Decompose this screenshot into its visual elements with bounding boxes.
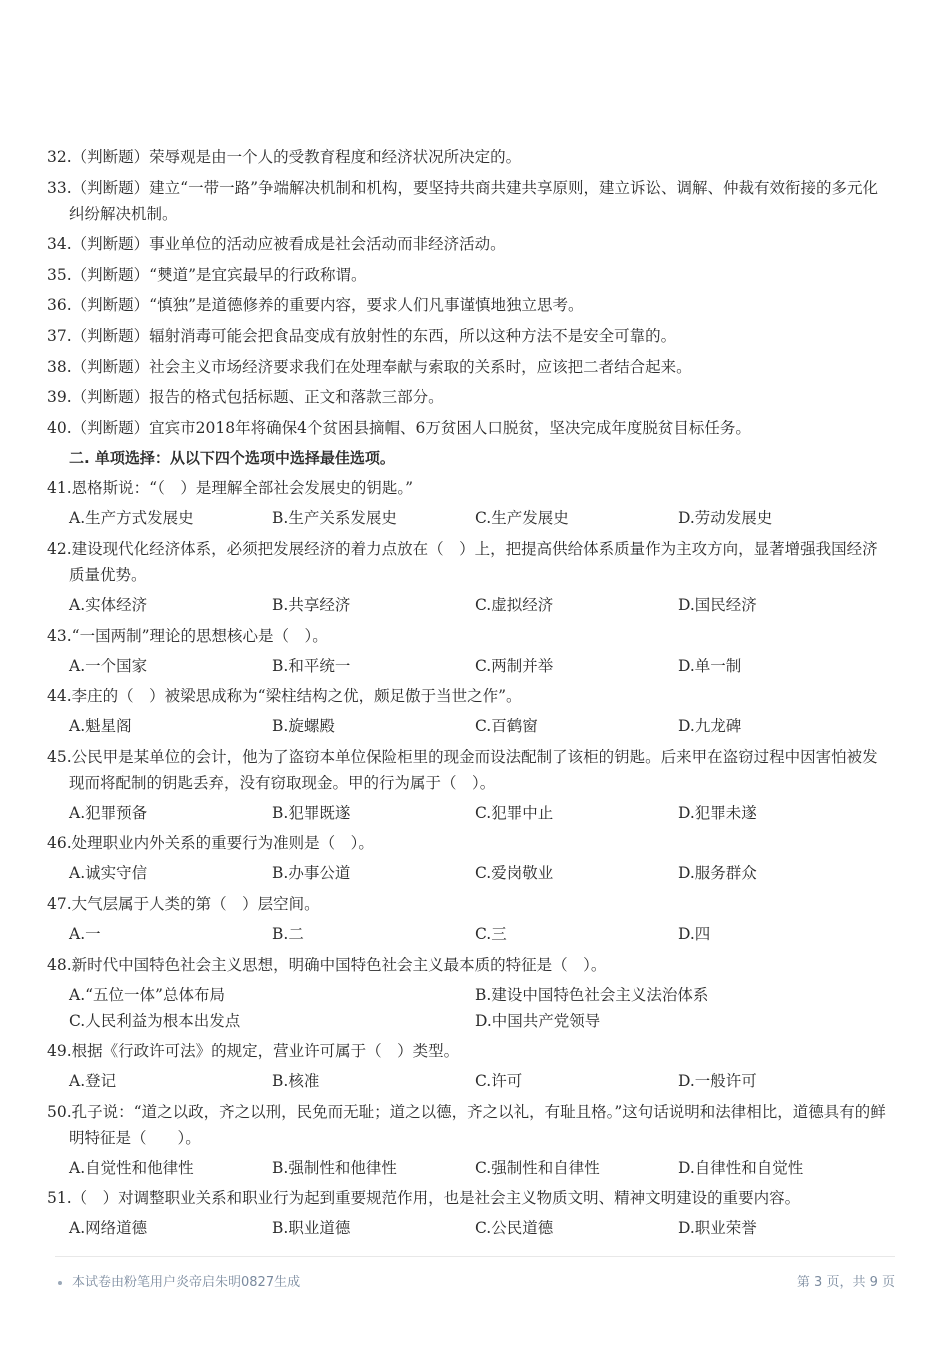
question-text: （判断题）事业单位的活动应被看成是社会活动而非经济活动。 [71, 235, 506, 254]
question-46 [47, 830, 887, 886]
question-text: （判断题）“僰道”是宜宾最早的行政称谓。 [71, 265, 367, 284]
options-row [47, 1215, 887, 1241]
options-row [47, 921, 887, 947]
question-text: （判断题）“慎独”是道德修养的重要内容，要求人们凡事谨慎地独立思考。 [71, 296, 584, 315]
option-d: D.九龙碑 [678, 717, 742, 736]
question-number: 43. [47, 626, 72, 645]
question-number: 33. [47, 178, 72, 197]
option-c: C.两制并举 [475, 656, 554, 675]
question-number: 49. [47, 1042, 72, 1061]
option-d: D.服务群众 [678, 864, 757, 883]
bullet-dot-icon [58, 1281, 62, 1285]
question-33 [47, 175, 887, 227]
question-34 [47, 231, 887, 257]
question-number: 34. [47, 235, 72, 254]
question-number: 41. [47, 479, 72, 498]
question-number: 48. [47, 955, 72, 974]
option-c: C.强制性和自律性 [475, 1158, 600, 1177]
question-text: （ ）对调整职业关系和职业行为起到重要规范作用，也是社会主义物质文明、精神文明建设的重要内容。 [71, 1189, 801, 1208]
question-41 [47, 475, 887, 531]
question-51 [47, 1185, 887, 1241]
option-d: D.劳动发展史 [678, 509, 773, 528]
question-number: 46. [47, 834, 72, 853]
question-45 [47, 744, 887, 826]
question-text: 孔子说：“道之以政，齐之以刑，民免而无耻；道之以德，齐之以礼，有耻且格。”这句话说明和法律相比，道德具有的鲜明特征是（ ）。 [69, 1102, 886, 1147]
question-text: （判断题）建立“一带一路”争端解决机制和机构，要坚持共商共建共享原则，建立诉讼、调解、仲裁有效衔接的多元化纠纷解决机制。 [69, 178, 879, 223]
option-d: D.四 [678, 924, 711, 943]
question-number: 38. [47, 357, 72, 376]
option-a: A.自觉性和他律性 [69, 1158, 194, 1177]
option-a: A.生产方式发展史 [69, 509, 194, 528]
question-number: 40. [47, 418, 72, 437]
option-a: A.诚实守信 [69, 864, 148, 883]
question-49 [47, 1038, 887, 1094]
question-38 [47, 354, 887, 380]
question-text: （判断题）辐射消毒可能会把食品变成有放射性的东西，所以这种方法不是安全可靠的。 [71, 326, 677, 345]
option-b: B.核准 [272, 1072, 320, 1091]
page-number: 第 3 页，共 9 页 [796, 1275, 895, 1290]
option-c: C.百鹤窗 [475, 717, 538, 736]
option-a: A.魁星阁 [69, 717, 132, 736]
option-a: A.实体经济 [69, 595, 148, 614]
option-b: B.犯罪既遂 [272, 803, 351, 822]
option-c: C.人民利益为根本出发点 [69, 1011, 241, 1030]
question-text: 根据《行政许可法》的规定，营业许可属于（ ）类型。 [71, 1042, 460, 1061]
question-32 [47, 144, 887, 170]
question-number: 39. [47, 388, 72, 407]
question-text: 新时代中国特色社会主义思想，明确中国特色社会主义最本质的特征是（ ）。 [71, 955, 607, 974]
option-b: B.共享经济 [272, 595, 351, 614]
option-a: A.“五位一体”总体布局 [69, 985, 225, 1004]
options-row [47, 1155, 887, 1181]
question-number: 51. [47, 1189, 72, 1208]
question-number: 47. [47, 894, 72, 913]
option-b: B.旋螺殿 [272, 717, 335, 736]
option-b: B.强制性和他律性 [272, 1158, 397, 1177]
question-number: 32. [47, 148, 72, 166]
option-d: D.一般许可 [678, 1072, 757, 1091]
option-a: A.犯罪预备 [69, 803, 148, 822]
option-d: D.职业荣誉 [678, 1219, 757, 1238]
question-text: “一国两制”理论的思想核心是（ ）。 [71, 626, 328, 645]
option-a: A.网络道德 [69, 1219, 148, 1238]
question-36 [47, 292, 887, 318]
question-number: 42. [47, 539, 72, 558]
option-a: A.一个国家 [69, 656, 148, 675]
question-37 [47, 323, 887, 349]
option-c: C.犯罪中止 [475, 803, 554, 822]
options-row [47, 800, 887, 826]
option-b: B.和平统一 [272, 656, 351, 675]
question-text: （判断题）荣辱观是由一个人的受教育程度和经济状况所决定的。 [71, 148, 522, 166]
option-b: B.生产关系发展史 [272, 509, 397, 528]
question-39 [47, 384, 887, 410]
question-text: （判断题）宜宾市2018年将确保4个贫困县摘帽、6万贫困人口脱贫，坚决完成年度脱贫目标任务。 [71, 418, 751, 437]
exam-content [47, 144, 887, 1241]
option-a: A.一 [69, 924, 101, 943]
question-number: 36. [47, 296, 72, 315]
option-d: D.国民经济 [678, 595, 757, 614]
option-c: C.三 [475, 924, 507, 943]
option-d: D.自律性和自觉性 [678, 1158, 804, 1177]
option-b: B.职业道德 [272, 1219, 351, 1238]
option-b: B.二 [272, 924, 304, 943]
section-title: 二. 单项选择：从以下四个选项中选择最佳选项。 [69, 448, 395, 467]
option-c: C.公民道德 [475, 1219, 554, 1238]
options-row [47, 1068, 887, 1094]
question-text: 公民甲是某单位的会计，他为了盗窃本单位保险柜里的现金而设法配制了该柜的钥匙。后来甲在盗窃过程中因害怕被发现而将配制的钥匙丢弃，没有窃取现金。甲的行为属于（ ）。 [69, 747, 878, 792]
option-c: C.许可 [475, 1072, 523, 1091]
option-a: A.登记 [69, 1072, 117, 1091]
footer-divider [55, 1256, 895, 1257]
options-row [47, 592, 887, 618]
question-50 [47, 1099, 887, 1181]
option-c: C.爱岗敬业 [475, 864, 554, 883]
question-text: （判断题）社会主义市场经济要求我们在处理奉献与索取的关系时，应该把二者结合起来。 [71, 357, 692, 376]
options-row [47, 713, 887, 739]
question-47 [47, 891, 887, 947]
question-text: 建设现代化经济体系，必须把发展经济的着力点放在（ ）上，把提高供给体系质量作为主攻方向，显著增强我国经济质量优势。 [69, 539, 878, 584]
question-42 [47, 536, 887, 618]
question-35 [47, 262, 887, 288]
option-c: C.生产发展史 [475, 509, 569, 528]
question-43 [47, 623, 887, 679]
option-c: C.虚拟经济 [475, 595, 554, 614]
question-text: 大气层属于人类的第（ ）层空间。 [71, 894, 320, 913]
question-text: 处理职业内外关系的重要行为准则是（ ）。 [71, 834, 374, 853]
options-row [47, 860, 887, 886]
option-b: B.办事公道 [272, 864, 351, 883]
option-d: D.单一制 [678, 656, 742, 675]
question-48 [47, 952, 887, 1034]
option-b: B.建设中国特色社会主义法治体系 [475, 985, 709, 1004]
question-40 [47, 415, 887, 441]
footer-generated-by [58, 1271, 300, 1290]
question-number: 35. [47, 265, 72, 284]
question-text: 李庄的（ ）被梁思成称为“梁柱结构之优，颇足傲于当世之作”。 [71, 687, 522, 706]
options-row [47, 505, 887, 531]
question-text: 恩格斯说：“（ ）是理解全部社会发展史的钥匙。” [71, 479, 414, 498]
question-number: 37. [47, 326, 72, 345]
options-grid [47, 982, 887, 1034]
question-number: 44. [47, 687, 72, 706]
question-44 [47, 683, 887, 739]
option-d: D.中国共产党领导 [475, 1011, 601, 1030]
question-text: （判断题）报告的格式包括标题、正文和落款三部分。 [71, 388, 444, 407]
question-number: 50. [47, 1102, 72, 1121]
footer-left-text: 本试卷由粉笔用户炎帝启朱明0827生成 [72, 1275, 301, 1290]
options-row [47, 653, 887, 679]
option-d: D.犯罪未遂 [678, 803, 757, 822]
question-number: 45. [47, 747, 72, 766]
